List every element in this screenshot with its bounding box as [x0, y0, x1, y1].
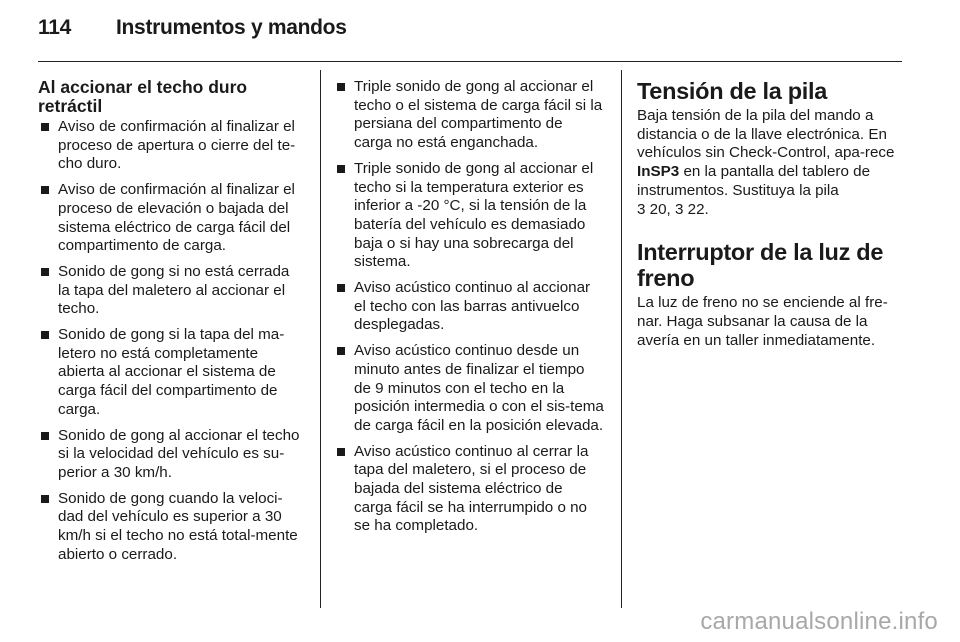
list-item-text: Sonido de gong cuando la veloci-dad del vehículo es superior a 30 km/h si el techo no está total-mente abierto o cerrado. — [58, 489, 298, 563]
square-bullet-icon — [337, 165, 345, 173]
square-bullet-icon — [41, 123, 49, 131]
list-item — [334, 443, 604, 537]
section-heading-retractable-roof: Al accionar el techo duro retráctil — [38, 77, 248, 116]
square-bullet-icon — [41, 432, 49, 440]
list-item-text: Sonido de gong si no está cerrada la tapa del maletero al accionar el techo. — [58, 262, 290, 318]
section-heading-brake-light-switch: Interruptor de la luz de freno — [637, 239, 884, 292]
section-heading-battery-voltage: Tensión de la pila — [637, 78, 828, 104]
column-1 — [38, 78, 304, 571]
column-2 — [334, 78, 604, 543]
square-bullet-icon — [41, 268, 49, 276]
list-item — [334, 342, 604, 436]
list-item — [38, 263, 304, 319]
header-divider — [38, 61, 902, 62]
column-divider-1 — [320, 70, 321, 608]
page-title: Instrumentos y mandos — [116, 16, 347, 39]
list-item-text: Sonido de gong si la tapa del ma-letero no está completamente abierta al accionar el sistema de carga fácil del compartimento de carga. — [58, 326, 285, 418]
list-item-text: Triple sonido de gong al accionar el techo si la temperatura exterior es inferior a -20 °C, si la tensión de la batería del vehículo es demasiado baja o si hay una sobrecarga del sistema. — [354, 159, 594, 271]
list-item — [38, 326, 304, 420]
page-number: 114 — [38, 16, 71, 39]
list-item-text: Sonido de gong al accionar el techo si la velocidad del vehículo es su-perior a 30 km/h. — [58, 426, 300, 481]
bullet-list-2 — [334, 78, 604, 536]
column-divider-2 — [621, 70, 622, 608]
list-item — [38, 181, 304, 256]
battery-voltage-paragraph — [637, 107, 903, 219]
list-item — [334, 160, 604, 272]
column-3 — [637, 78, 903, 355]
square-bullet-icon — [41, 186, 49, 194]
list-item-text: Triple sonido de gong al accionar el techo o el sistema de carga fácil si la persiana del compartimento de carga no está enganchada. — [354, 78, 603, 152]
brake-light-paragraph: La luz de freno no se enciende al fre-nar. Haga subsanar la causa de la avería en un taller inmediatamente. — [637, 294, 888, 349]
bullet-list-1 — [38, 118, 304, 564]
display-code: InSP3 — [637, 163, 680, 181]
list-item-text: Aviso acústico continuo desde un minuto antes de finalizar el tiempo de 9 minutos con el techo en la posición intermedia o con el sis-tema de carga fácil en la posición elevada. — [354, 342, 604, 434]
list-item — [38, 118, 304, 174]
list-item — [334, 279, 604, 335]
list-item — [334, 78, 604, 153]
page-header — [38, 16, 347, 40]
square-bullet-icon — [337, 284, 345, 292]
square-bullet-icon — [41, 331, 49, 339]
battery-text-after: en la pantalla del tablero de instrumentos. Sustituya la pila — [637, 163, 871, 199]
square-bullet-icon — [41, 495, 49, 503]
list-item — [38, 490, 304, 565]
square-bullet-icon — [337, 83, 345, 91]
square-bullet-icon — [337, 347, 345, 355]
square-bullet-icon — [337, 448, 345, 456]
page-references: 3 20, 3 22. — [637, 200, 709, 218]
list-item — [38, 427, 304, 483]
list-item-text: Aviso de confirmación al finalizar el proceso de apertura o cierre del te-cho duro. — [58, 118, 296, 173]
list-item-text: Aviso acústico continuo al accionar el techo con las barras antivuelco desplegadas. — [354, 279, 591, 334]
list-item-text: Aviso acústico continuo al cerrar la tapa del maletero, si el proceso de bajada del sistema eléctrico de carga fácil se ha interrumpido o no se ha completado. — [354, 442, 589, 535]
watermark: carmanualsonline.info — [700, 608, 938, 635]
battery-text-before: Baja tensión de la pila del mando a distancia o de la llave electrónica. En vehículos sin Check-Control, apa-rece — [637, 107, 895, 162]
list-item-text: Aviso de confirmación al finalizar el proceso de elevación o bajada del sistema eléctrico de carga fácil del compartimento de carga. — [58, 181, 295, 255]
